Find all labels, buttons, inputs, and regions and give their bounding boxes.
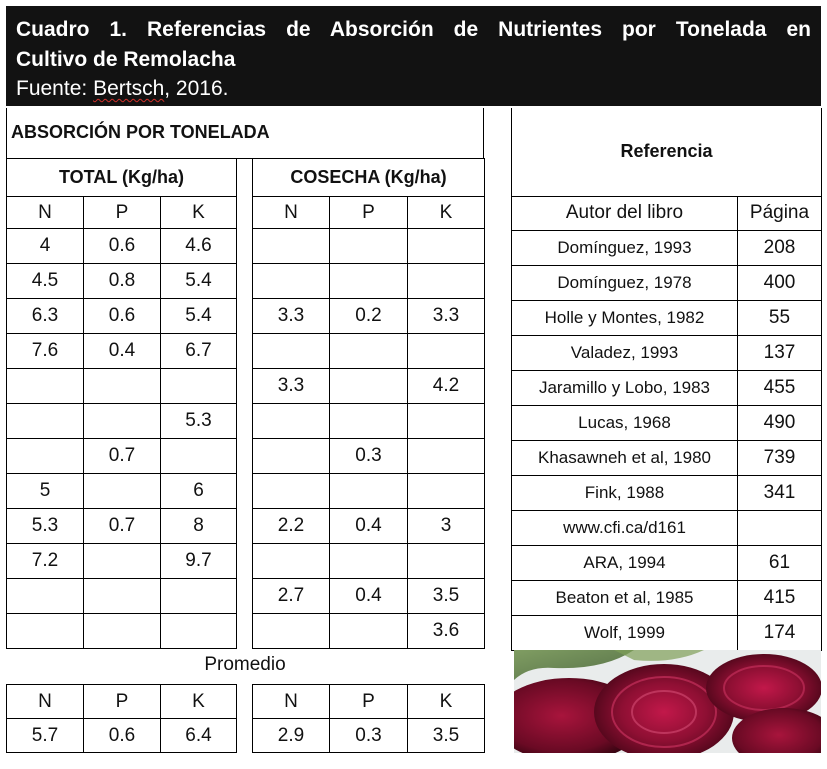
reference-author: Wolf, 1999 (512, 615, 738, 650)
source-prefix: Fuente: (16, 77, 94, 100)
total-cell-k: 4.6 (161, 229, 237, 264)
total-cell-k: 6 (161, 474, 237, 509)
cosecha-cell-k (408, 544, 485, 579)
cosecha-cell-n (253, 544, 330, 579)
cosecha-cell-p: 0.2 (330, 299, 408, 334)
reference-row (512, 510, 822, 545)
total-header: TOTAL (Kg/ha) (7, 159, 237, 197)
cosecha-cell-n (253, 229, 330, 264)
cosecha-cell-k: 3.5 (408, 579, 485, 614)
promedio-cosecha-col-k: K (408, 685, 485, 719)
cosecha-cell-p (330, 334, 408, 369)
reference-row (512, 440, 822, 475)
total-cell-p (84, 369, 161, 404)
reference-author: Fink, 1988 (512, 475, 738, 510)
cosecha-cell-p: 0.4 (330, 509, 408, 544)
reference-page: 415 (738, 580, 822, 615)
cosecha-cell-k: 3.3 (408, 299, 485, 334)
reference-author: Beaton et al, 1985 (512, 580, 738, 615)
cosecha-cell-k (408, 439, 485, 474)
cosecha-row (253, 544, 485, 579)
reference-page: 208 (738, 230, 822, 265)
caption-source (16, 74, 811, 104)
reference-row (512, 615, 822, 650)
cosecha-cell-n: 2.2 (253, 509, 330, 544)
total-row (7, 264, 237, 299)
total-cell-n: 5 (7, 474, 84, 509)
reference-row (512, 300, 822, 335)
promedio-total-col-k: K (161, 685, 237, 719)
cosecha-cell-n (253, 439, 330, 474)
reference-page: 455 (738, 370, 822, 405)
total-cell-n: 6.3 (7, 299, 84, 334)
promedio-cosecha-col-p: P (330, 685, 408, 719)
promedio-cosecha-p: 0.3 (330, 719, 408, 753)
reference-page: 490 (738, 405, 822, 440)
total-row (7, 614, 237, 649)
cosecha-cell-p (330, 369, 408, 404)
reference-page: 137 (738, 335, 822, 370)
total-cell-p (84, 544, 161, 579)
total-cell-p: 0.7 (84, 439, 161, 474)
total-cell-k: 5.4 (161, 264, 237, 299)
cosecha-row (253, 369, 485, 404)
promedio-total-col-p: P (84, 685, 161, 719)
total-row (7, 369, 237, 404)
absorption-title: ABSORCIÓN POR TONELADA (7, 108, 484, 158)
cosecha-table (252, 158, 485, 649)
promedio-cosecha-col-n: N (253, 685, 330, 719)
total-row (7, 404, 237, 439)
total-cell-n: 7.6 (7, 334, 84, 369)
cosecha-col-n: N (253, 197, 330, 229)
total-cell-p (84, 474, 161, 509)
total-col-p: P (84, 197, 161, 229)
reference-author: www.cfi.ca/d161 (512, 510, 738, 545)
reference-row (512, 370, 822, 405)
total-cell-k (161, 369, 237, 404)
total-cell-p (84, 614, 161, 649)
reference-row (512, 580, 822, 615)
promedio-total-n: 5.7 (7, 719, 84, 753)
promedio-cosecha-table (252, 684, 485, 753)
source-author: Bertsch (93, 77, 165, 100)
promedio-total-col-n: N (7, 685, 84, 719)
cosecha-cell-k (408, 229, 485, 264)
total-cell-p: 0.8 (84, 264, 161, 299)
total-row (7, 229, 237, 264)
total-cell-k (161, 614, 237, 649)
cosecha-cell-k: 3 (408, 509, 485, 544)
cosecha-col-k: K (408, 197, 485, 229)
reference-row (512, 545, 822, 580)
cosecha-cell-n: 2.7 (253, 579, 330, 614)
cosecha-row (253, 299, 485, 334)
reference-row (512, 265, 822, 300)
cosecha-cell-p (330, 229, 408, 264)
total-col-n: N (7, 197, 84, 229)
reference-author: ARA, 1994 (512, 545, 738, 580)
total-cell-p: 0.7 (84, 509, 161, 544)
total-cell-n: 5.3 (7, 509, 84, 544)
total-cell-n: 4.5 (7, 264, 84, 299)
cosecha-row (253, 579, 485, 614)
cosecha-cell-n (253, 614, 330, 649)
total-cell-n (7, 614, 84, 649)
total-cell-p: 0.6 (84, 299, 161, 334)
promedio-total-table (6, 684, 237, 753)
cosecha-cell-n (253, 404, 330, 439)
cosecha-header: COSECHA (Kg/ha) (253, 159, 485, 197)
total-row (7, 474, 237, 509)
cosecha-cell-p (330, 474, 408, 509)
total-cell-p (84, 404, 161, 439)
cosecha-cell-p (330, 544, 408, 579)
reference-header: Referencia (512, 108, 822, 196)
absorption-title-table (6, 108, 484, 159)
promedio-label: Promedio (204, 654, 286, 675)
cosecha-row (253, 404, 485, 439)
reference-row (512, 475, 822, 510)
reference-page: 739 (738, 440, 822, 475)
promedio-total-k: 6.4 (161, 719, 237, 753)
promedio-total-p: 0.6 (84, 719, 161, 753)
caption-title-line2: Cultivo de Remolacha (16, 48, 236, 71)
cosecha-row (253, 614, 485, 649)
cosecha-cell-k (408, 334, 485, 369)
total-cell-k (161, 579, 237, 614)
cosecha-cell-n: 3.3 (253, 369, 330, 404)
reference-page: 341 (738, 475, 822, 510)
cosecha-row (253, 474, 485, 509)
reference-author: Holle y Montes, 1982 (512, 300, 738, 335)
reference-author: Valadez, 1993 (512, 335, 738, 370)
cosecha-cell-p (330, 404, 408, 439)
cosecha-cell-k (408, 404, 485, 439)
total-cell-n (7, 439, 84, 474)
reference-row (512, 230, 822, 265)
cosecha-cell-p (330, 264, 408, 299)
cosecha-cell-n: 3.3 (253, 299, 330, 334)
total-row (7, 579, 237, 614)
cosecha-row (253, 264, 485, 299)
cosecha-cell-p (330, 614, 408, 649)
reference-author: Khasawneh et al, 1980 (512, 440, 738, 475)
cosecha-cell-n (253, 264, 330, 299)
total-row (7, 299, 237, 334)
total-cell-k (161, 439, 237, 474)
total-cell-n (7, 579, 84, 614)
cosecha-cell-n (253, 474, 330, 509)
total-cell-k: 8 (161, 509, 237, 544)
reference-col-author: Autor del libro (512, 196, 738, 230)
total-cell-k: 5.3 (161, 404, 237, 439)
reference-author: Jaramillo y Lobo, 1983 (512, 370, 738, 405)
total-cell-n (7, 404, 84, 439)
total-cell-k: 5.4 (161, 299, 237, 334)
reference-page: 400 (738, 265, 822, 300)
cosecha-row (253, 229, 485, 264)
cosecha-row (253, 439, 485, 474)
caption-title-line1: Cuadro 1. Referencias de Absorción de Nutrientes por Tonelada en (16, 18, 811, 41)
total-row (7, 439, 237, 474)
cosecha-cell-p: 0.3 (330, 439, 408, 474)
cosecha-cell-k (408, 264, 485, 299)
cosecha-row (253, 334, 485, 369)
total-row (7, 509, 237, 544)
cosecha-cell-k: 3.6 (408, 614, 485, 649)
beetroot-photo (514, 650, 821, 753)
total-row (7, 544, 237, 579)
reference-author: Domínguez, 1978 (512, 265, 738, 300)
reference-row (512, 335, 822, 370)
total-table (6, 158, 237, 649)
total-cell-k: 9.7 (161, 544, 237, 579)
reference-table (511, 108, 822, 651)
cosecha-cell-k: 4.2 (408, 369, 485, 404)
cosecha-col-p: P (330, 197, 408, 229)
total-cell-n: 4 (7, 229, 84, 264)
cosecha-cell-p: 0.4 (330, 579, 408, 614)
reference-author: Domínguez, 1993 (512, 230, 738, 265)
table-caption (6, 6, 821, 106)
cosecha-cell-n (253, 334, 330, 369)
promedio-cosecha-k: 3.5 (408, 719, 485, 753)
source-suffix: , 2016. (164, 77, 229, 100)
total-cell-p: 0.6 (84, 229, 161, 264)
reference-page: 55 (738, 300, 822, 335)
total-col-k: K (161, 197, 237, 229)
reference-author: Lucas, 1968 (512, 405, 738, 440)
total-cell-k: 6.7 (161, 334, 237, 369)
total-cell-n (7, 369, 84, 404)
reference-page (738, 510, 822, 545)
reference-page: 174 (738, 615, 822, 650)
total-cell-p: 0.4 (84, 334, 161, 369)
total-cell-p (84, 579, 161, 614)
cosecha-cell-k (408, 474, 485, 509)
promedio-cosecha-n: 2.9 (253, 719, 330, 753)
reference-row (512, 405, 822, 440)
beetroot-illustration (514, 650, 821, 753)
reference-col-page: Página (738, 196, 822, 230)
reference-page: 61 (738, 545, 822, 580)
cosecha-row (253, 509, 485, 544)
total-row (7, 334, 237, 369)
total-cell-n: 7.2 (7, 544, 84, 579)
